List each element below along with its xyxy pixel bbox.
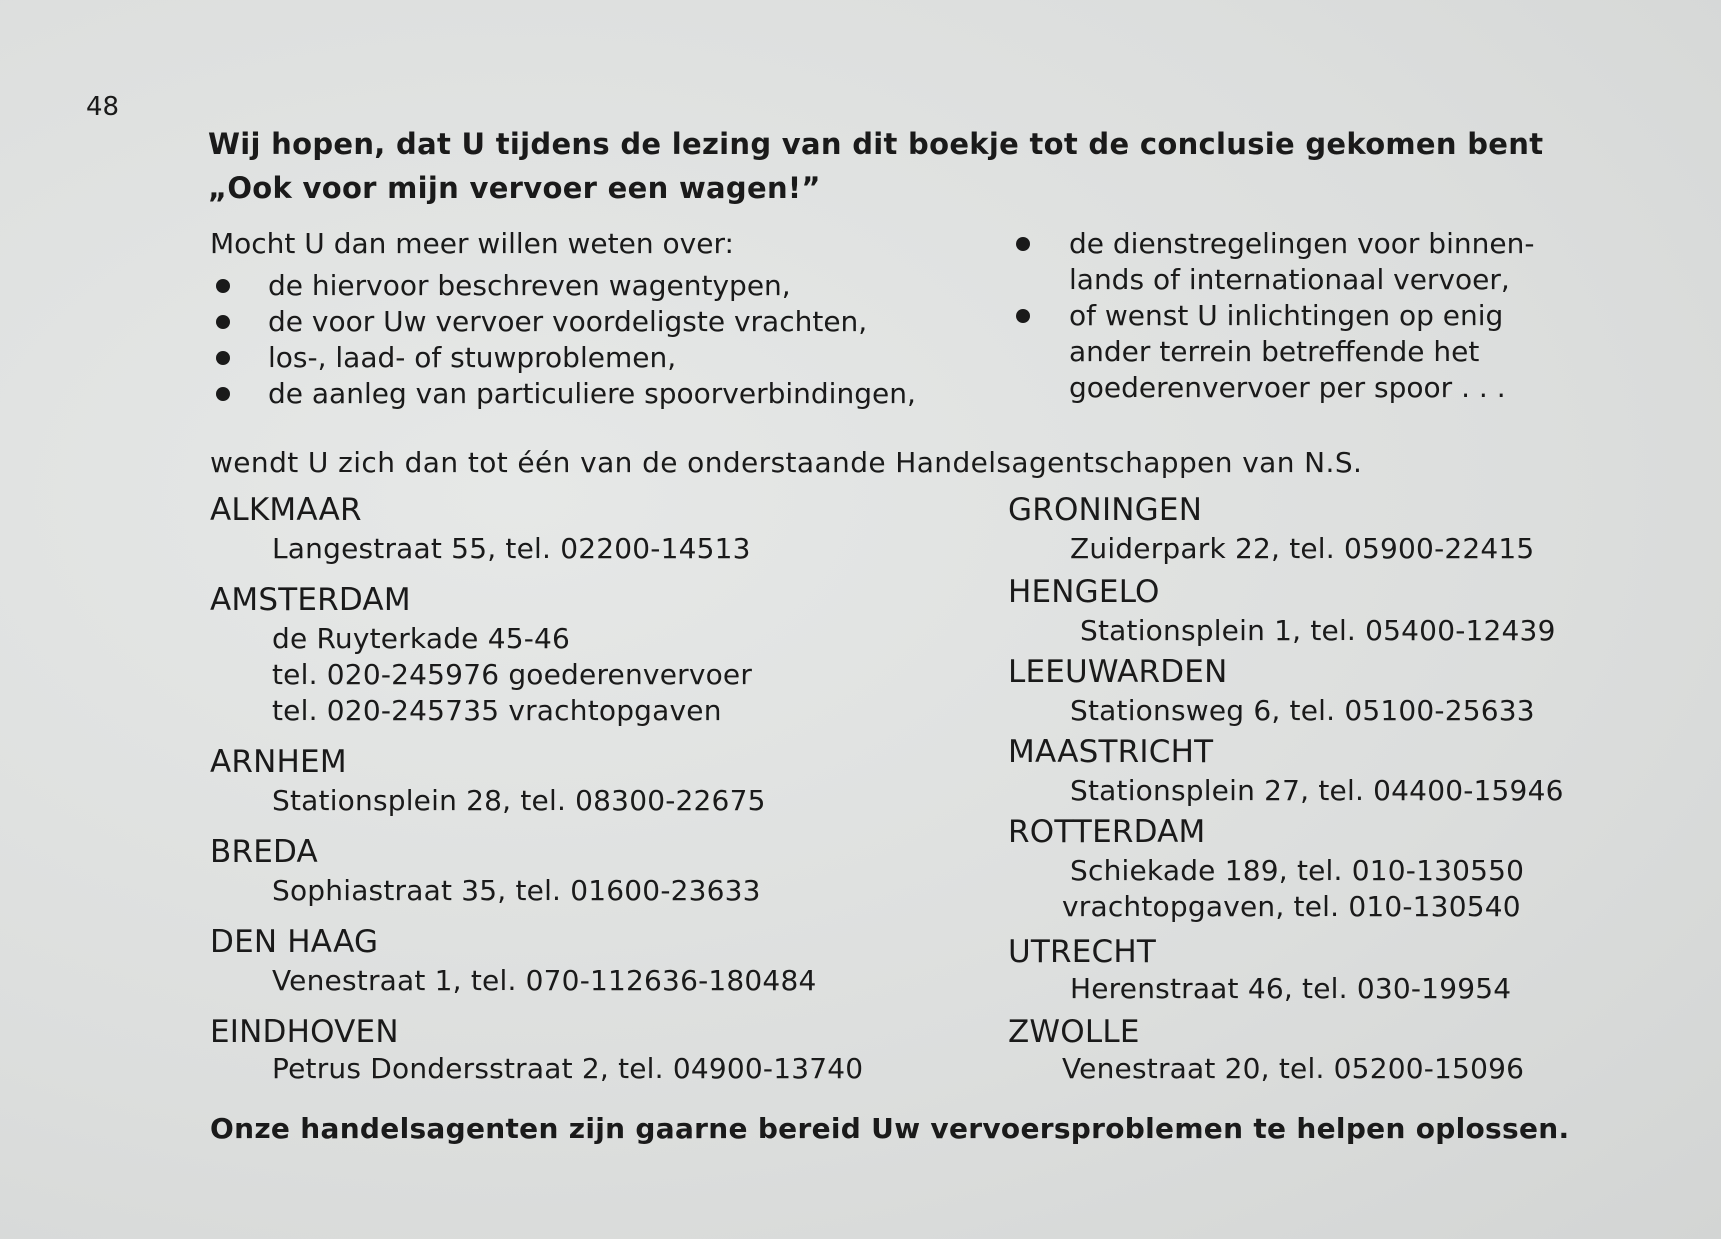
office-address: Petrus Dondersstraat 2, tel. 04900-13740 (272, 1052, 864, 1085)
office-city: LEEUWARDEN (1008, 654, 1228, 690)
office-address: tel. 020-245735 vrachtopgaven (272, 694, 722, 727)
office-address: Schiekade 189, tel. 010-130550 (1070, 854, 1525, 887)
topic-bullet: of wenst U inlichtingen op enig ander terrein betreffende het goederenvervoer per spoor . . . (1012, 298, 1602, 406)
left-topic-column (210, 226, 990, 412)
bullet-icon (216, 351, 230, 365)
office-city: GRONINGEN (1008, 492, 1203, 528)
office-address: vrachtopgaven, tel. 010-130540 (1062, 890, 1521, 923)
office-address: tel. 020-245976 goederenvervoer (272, 658, 753, 691)
office-city: UTRECHT (1008, 934, 1157, 970)
office-address: Venestraat 20, tel. 05200-15096 (1062, 1052, 1525, 1085)
office-address: Zuiderpark 22, tel. 05900-22415 (1070, 532, 1535, 565)
office-city: EINDHOVEN (210, 1014, 399, 1050)
closing-statement: Onze handelsagenten zijn gaarne bereid Uw vervoersproblemen te helpen oplossen. (210, 1112, 1570, 1145)
office-city: BREDA (210, 834, 318, 870)
page-number: 48 (86, 92, 120, 122)
intro-text (208, 122, 1588, 210)
office-address: Stationsplein 28, tel. 08300-22675 (272, 784, 766, 817)
office-city: AMSTERDAM (210, 582, 411, 618)
office-address: Langestraat 55, tel. 02200-14513 (272, 532, 751, 565)
topic-bullet: de dienstregelingen voor binnen- lands of internationaal vervoer, (1012, 226, 1602, 298)
topic-bullet: los-, laad- of stuwproblemen, (210, 340, 990, 376)
intro-line-2: „Ook voor mijn vervoer een wagen!” (208, 171, 821, 205)
bullet-icon (216, 279, 230, 293)
bullet-icon (1016, 237, 1030, 251)
office-address: Stationsplein 1, tel. 05400-12439 (1080, 614, 1556, 647)
topic-bullet: de aanleg van particuliere spoorverbindingen, (210, 376, 990, 412)
office-address: Venestraat 1, tel. 070-112636-180484 (272, 964, 817, 997)
bullet-icon (216, 387, 230, 401)
office-address: Stationsweg 6, tel. 05100-25633 (1070, 694, 1535, 727)
office-city: ALKMAAR (210, 492, 362, 528)
office-city: DEN HAAG (210, 924, 379, 960)
intro-line-1: Wij hopen, dat U tijdens de lezing van dit boekje tot de conclusie gekomen bent (208, 127, 1544, 161)
right-topic-column (1012, 226, 1602, 406)
office-city: ARNHEM (210, 744, 347, 780)
topic-bullet: de hiervoor beschreven wagentypen, (210, 268, 990, 304)
topics-heading: Mocht U dan meer willen weten over: (210, 227, 734, 260)
office-city: ROTTERDAM (1008, 814, 1206, 850)
office-address: Herenstraat 46, tel. 030-19954 (1070, 972, 1512, 1005)
bullet-icon (1016, 309, 1030, 323)
contact-instruction: wendt U zich dan tot één van de onderstaande Handelsagentschappen van N.S. (210, 446, 1363, 479)
topic-bullet: de voor Uw vervoer voordeligste vrachten, (210, 304, 990, 340)
office-address: de Ruyterkade 45-46 (272, 622, 571, 655)
bullet-icon (216, 315, 230, 329)
office-city: MAASTRICHT (1008, 734, 1214, 770)
office-address: Sophiastraat 35, tel. 01600-23633 (272, 874, 761, 907)
office-address: Stationsplein 27, tel. 04400-15946 (1070, 774, 1564, 807)
office-city: HENGELO (1008, 574, 1160, 610)
office-city: ZWOLLE (1008, 1014, 1140, 1050)
